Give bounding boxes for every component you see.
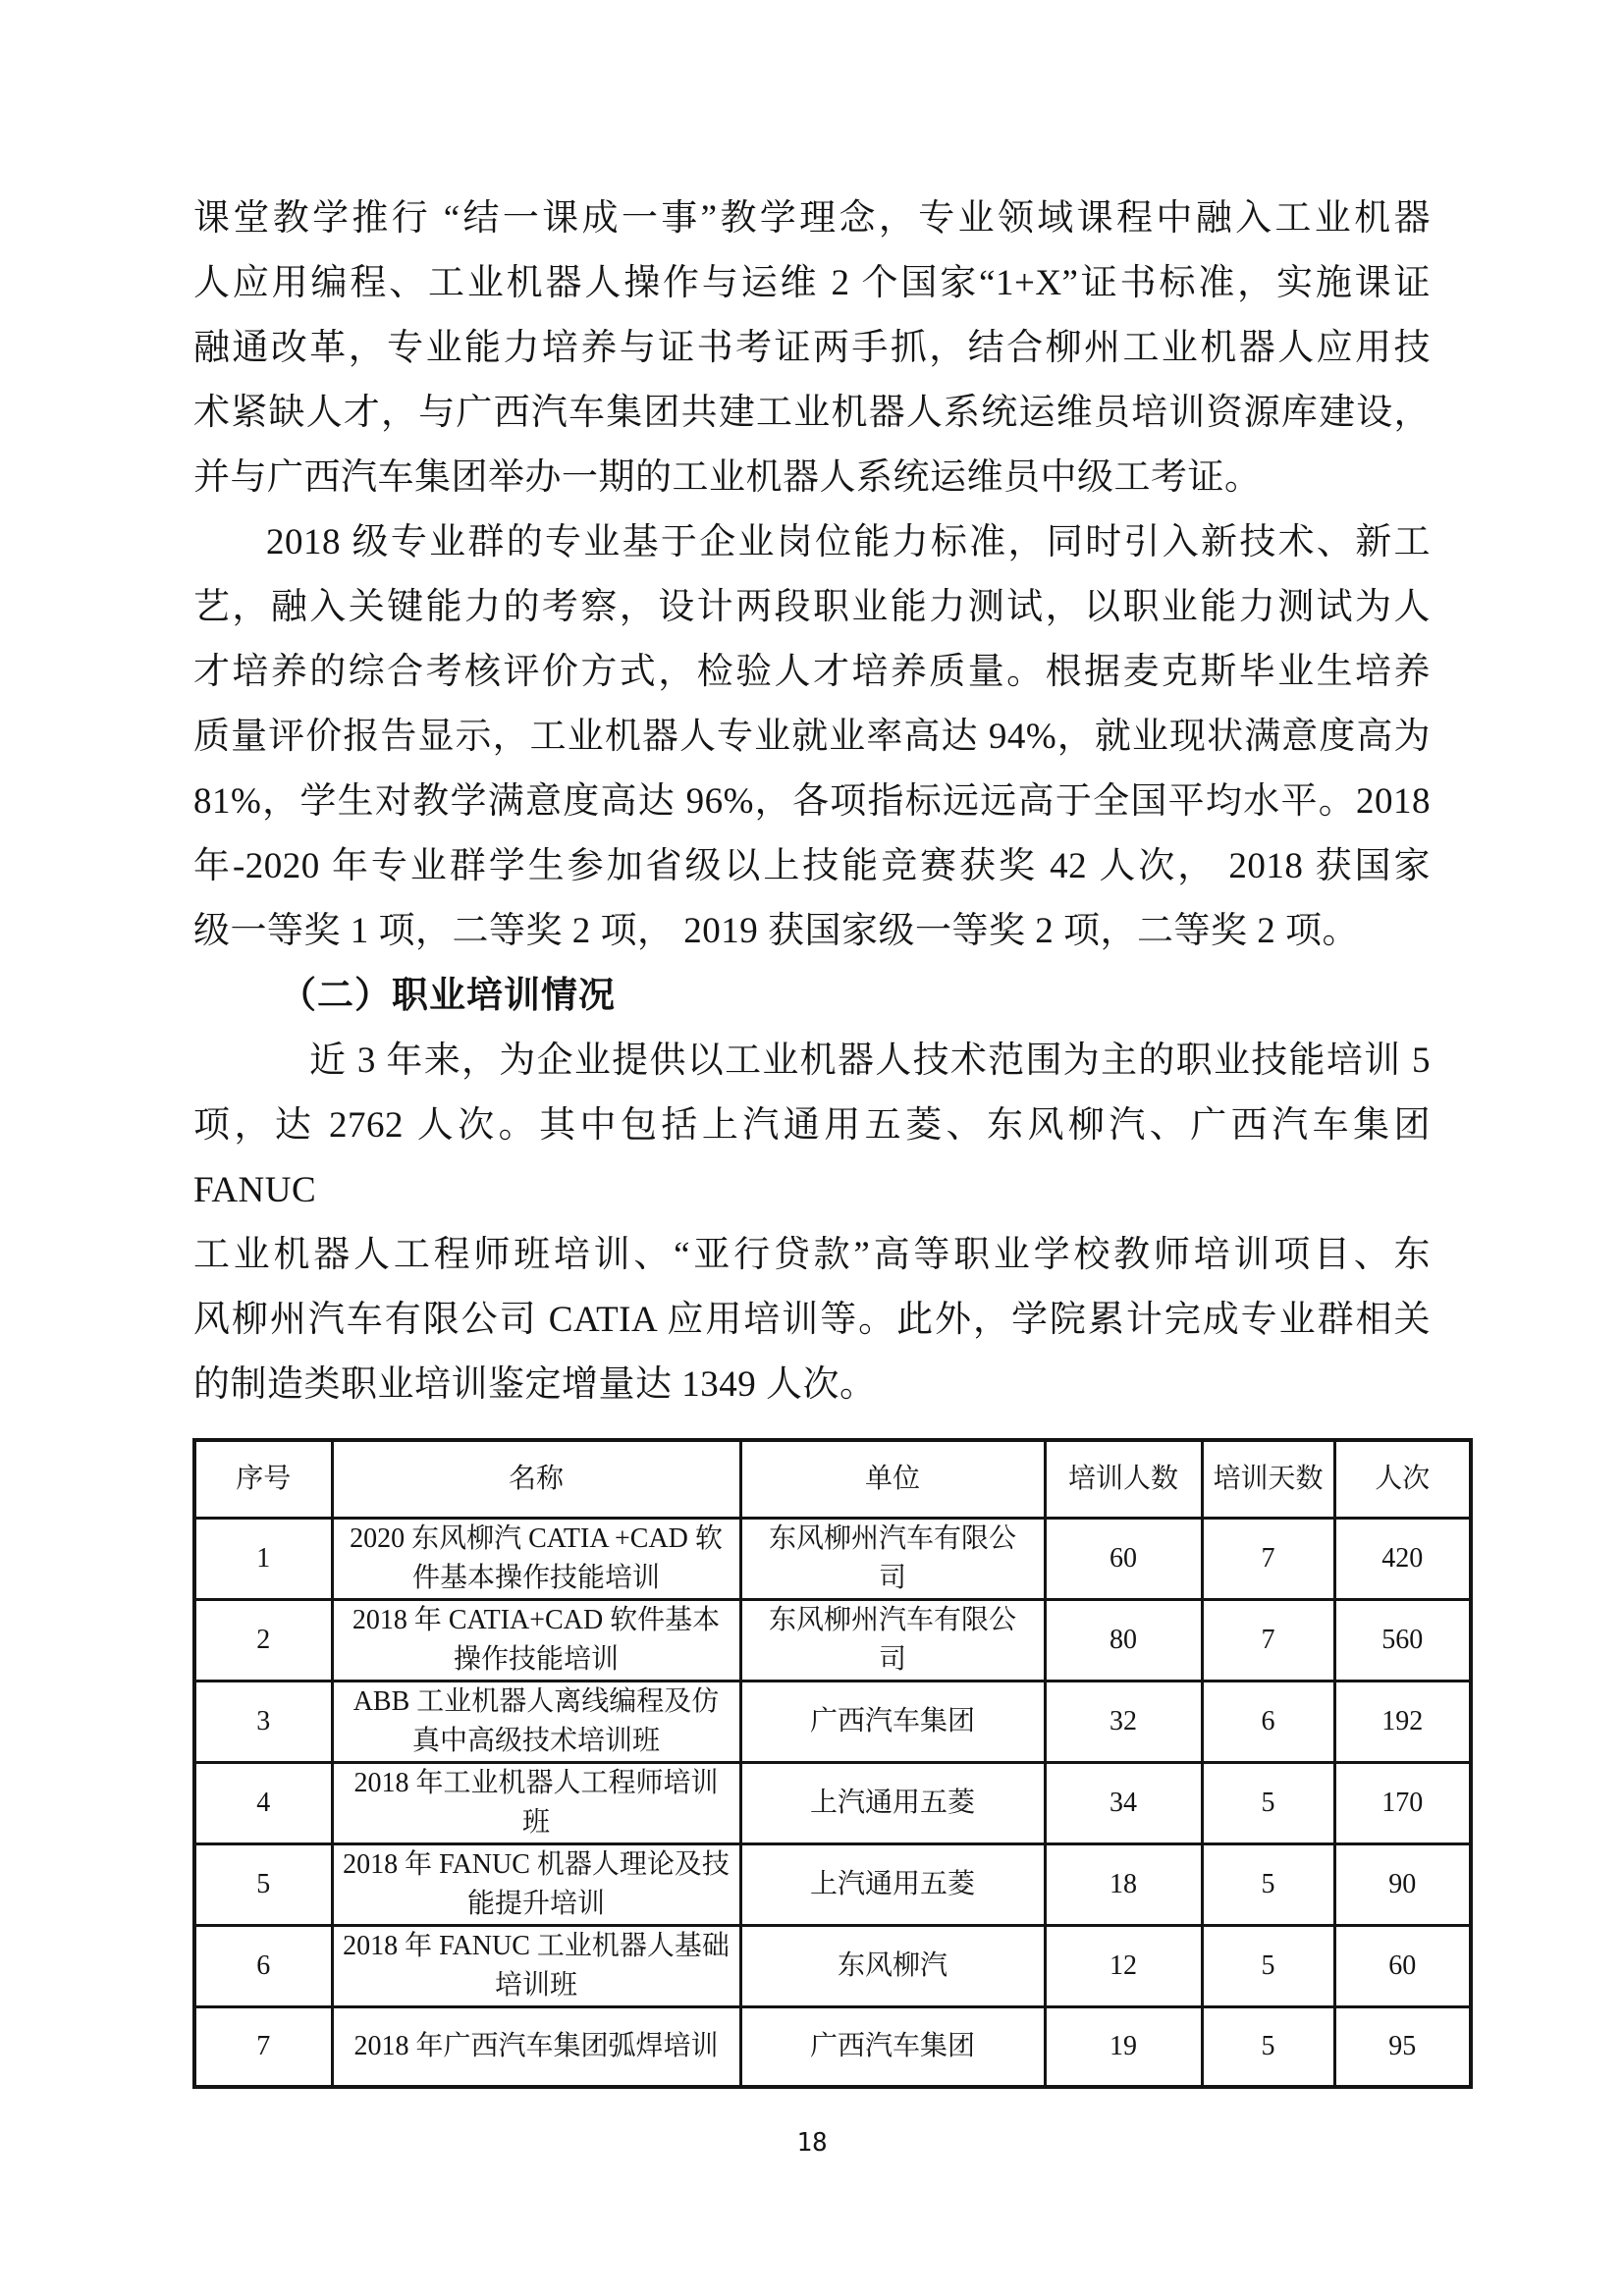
page-number: 18 xyxy=(796,2128,828,2158)
table-row xyxy=(194,1926,1471,2007)
text-line: 的制造类职业培训鉴定增量达 1349 人次。 xyxy=(193,1364,877,1405)
cell-trainee-count: 34 xyxy=(1045,1763,1202,1844)
paragraph-2018-cohort xyxy=(193,510,1431,964)
cell-person-times: 90 xyxy=(1334,1844,1471,1926)
cell-training-days: 7 xyxy=(1202,1600,1334,1682)
cell-name: 2020 东风柳汽 CATIA +CAD 软件基本操作技能培训 xyxy=(332,1519,740,1600)
section-heading: （二）职业培训情况 xyxy=(280,976,616,1016)
text-line: 81%，学生对教学满意度高达 96%，各项指标远远高于全国平均水平。2018 xyxy=(193,781,1431,822)
column-header: 培训天数 xyxy=(1202,1440,1334,1519)
paragraph-training-overview xyxy=(193,1029,1431,1417)
text-line: 人应用编程、工业机器人操作与运维 2 个国家“1+X”证书标准，实施课证 xyxy=(193,263,1431,303)
cell-training-days: 5 xyxy=(1202,2007,1334,2088)
cell-index: 7 xyxy=(194,2007,332,2088)
cell-index: 5 xyxy=(194,1844,332,1926)
column-header: 序号 xyxy=(194,1440,332,1519)
cell-trainee-count: 12 xyxy=(1045,1926,1202,2007)
cell-index: 3 xyxy=(194,1682,332,1763)
cell-training-days: 5 xyxy=(1202,1763,1334,1844)
cell-person-times: 192 xyxy=(1334,1682,1471,1763)
table-row xyxy=(194,1600,1471,1682)
cell-index: 6 xyxy=(194,1926,332,2007)
text-line: 风柳州汽车有限公司 CATIA 应用培训等。此外，学院累计完成专业群相关 xyxy=(193,1300,1431,1340)
text-line: 工业机器人工程师班培训、“亚行贷款”高等职业学校教师培训项目、东 xyxy=(193,1235,1431,1275)
text-line: 项，达 2762 人次。其中包括上汽通用五菱、东风柳汽、广西汽车集团 FANUC xyxy=(193,1105,1431,1210)
cell-trainee-count: 60 xyxy=(1045,1519,1202,1600)
text-line: 才培养的综合考核评价方式，检验人才培养质量。根据麦克斯毕业生培养 xyxy=(193,652,1431,692)
table-row xyxy=(194,2007,1471,2088)
text-line: 近 3 年来，为企业提供以工业机器人技术范围为主的职业技能培训 5 xyxy=(309,1041,1431,1081)
cell-trainee-count: 18 xyxy=(1045,1844,1202,1926)
text-line: 并与广西汽车集团举办一期的工业机器人系统运维员中级工考证。 xyxy=(193,457,1262,498)
table-body xyxy=(194,1519,1471,2088)
cell-unit: 上汽通用五菱 xyxy=(740,1844,1045,1926)
text-line: 课堂教学推行 “结一课成一事”教学理念，专业领域课程中融入工业机器 xyxy=(193,198,1431,239)
cell-unit: 广西汽车集团 xyxy=(740,1682,1045,1763)
table-row xyxy=(194,1682,1471,1763)
cell-unit: 东风柳汽 xyxy=(740,1926,1045,2007)
table-row xyxy=(194,1844,1471,1926)
cell-name: 2018 年 FANUC 工业机器人基础培训班 xyxy=(332,1926,740,2007)
column-header: 单位 xyxy=(740,1440,1045,1519)
table-row xyxy=(194,1519,1471,1600)
text-line: 融通改革，专业能力培养与证书考证两手抓，结合柳州工业机器人应用技 xyxy=(193,328,1431,368)
training-table xyxy=(192,1438,1473,2089)
body-text xyxy=(193,187,1431,1417)
text-line: 年-2020 年专业群学生参加省级以上技能竞赛获奖 42 人次， 2018 获国家 xyxy=(193,846,1431,886)
text-line: 级一等奖 1 项，二等奖 2 项， 2019 获国家级一等奖 2 项，二等奖 2 项。 xyxy=(193,911,1359,951)
cell-trainee-count: 32 xyxy=(1045,1682,1202,1763)
cell-index: 4 xyxy=(194,1763,332,1844)
cell-unit: 广西汽车集团 xyxy=(740,2007,1045,2088)
cell-index: 2 xyxy=(194,1600,332,1682)
cell-person-times: 420 xyxy=(1334,1519,1471,1600)
cell-person-times: 170 xyxy=(1334,1763,1471,1844)
cell-training-days: 5 xyxy=(1202,1926,1334,2007)
text-line: 艺，融入关键能力的考察，设计两段职业能力测试，以职业能力测试为人 xyxy=(193,587,1431,627)
text-line: 2018 级专业群的专业基于企业岗位能力标准，同时引入新技术、新工 xyxy=(266,522,1431,562)
cell-index: 1 xyxy=(194,1519,332,1600)
cell-name: 2018 年广西汽车集团弧焊培训 xyxy=(332,2007,740,2088)
table-header-row xyxy=(194,1440,1471,1519)
text-line: 质量评价报告显示，工业机器人专业就业率高达 94%，就业现状满意度高为 xyxy=(193,717,1431,757)
cell-training-days: 6 xyxy=(1202,1682,1334,1763)
cell-training-days: 7 xyxy=(1202,1519,1334,1600)
column-header: 培训人数 xyxy=(1045,1440,1202,1519)
column-header: 人次 xyxy=(1334,1440,1471,1519)
cell-person-times: 60 xyxy=(1334,1926,1471,2007)
cell-person-times: 95 xyxy=(1334,2007,1471,2088)
cell-unit: 东风柳州汽车有限公司 xyxy=(740,1600,1045,1682)
cell-name: 2018 年工业机器人工程师培训班 xyxy=(332,1763,740,1844)
table-header xyxy=(194,1440,1471,1519)
table-row xyxy=(194,1763,1471,1844)
text-line: 术紧缺人才，与广西汽车集团共建工业机器人系统运维员培训资源库建设， xyxy=(193,393,1431,433)
column-header: 名称 xyxy=(332,1440,740,1519)
cell-training-days: 5 xyxy=(1202,1844,1334,1926)
cell-name: 2018 年 CATIA+CAD 软件基本操作技能培训 xyxy=(332,1600,740,1682)
cell-name: ABB 工业机器人离线编程及仿真中高级技术培训班 xyxy=(332,1682,740,1763)
cell-unit: 东风柳州汽车有限公司 xyxy=(740,1519,1045,1600)
cell-unit: 上汽通用五菱 xyxy=(740,1763,1045,1844)
cell-person-times: 560 xyxy=(1334,1600,1471,1682)
cell-trainee-count: 19 xyxy=(1045,2007,1202,2088)
cell-trainee-count: 80 xyxy=(1045,1600,1202,1682)
paragraph-continued xyxy=(193,187,1431,510)
cell-name: 2018 年 FANUC 机器人理论及技能提升培训 xyxy=(332,1844,740,1926)
